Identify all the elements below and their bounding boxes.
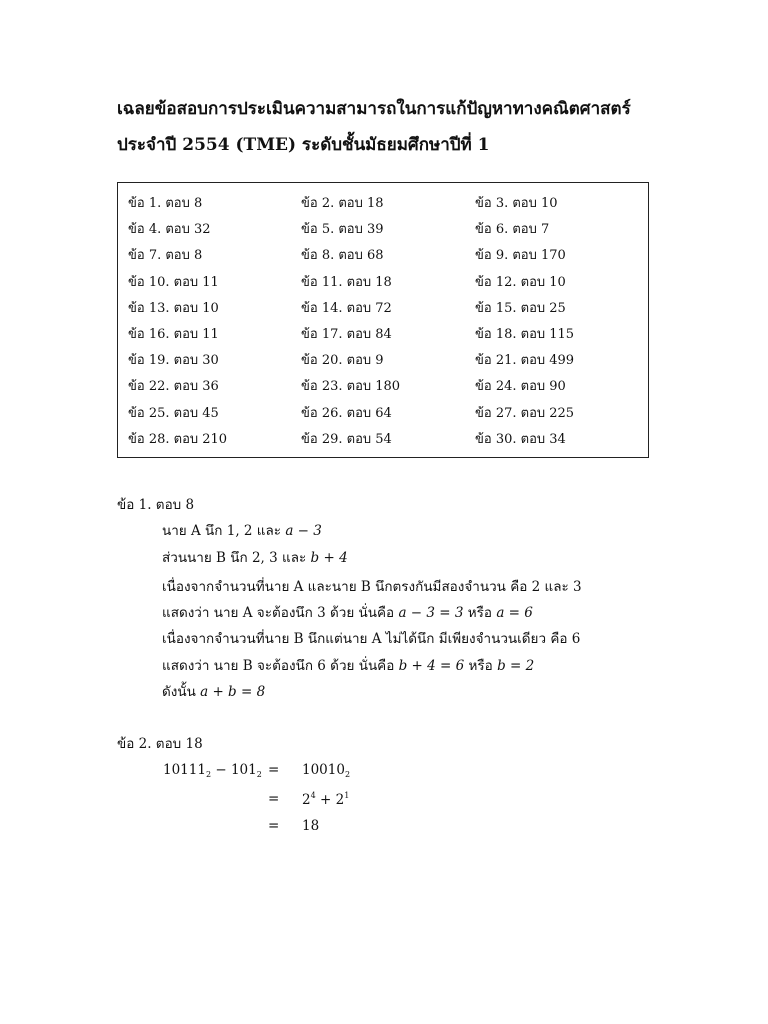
answer-item-10: ข้อ 10. ตอบ 11: [128, 274, 219, 290]
answer-item-8: ข้อ 8. ตอบ 68: [301, 248, 384, 264]
answer-item-13: ข้อ 13. ตอบ 10: [128, 300, 219, 316]
answer-item-7: ข้อ 7. ตอบ 8: [128, 248, 203, 264]
answer-item-24: ข้อ 24. ตอบ 90: [475, 379, 566, 395]
solution-2-lhs: $10111_2 - 101_2$: [163, 762, 262, 779]
solution-2-result-2: $2^4 + 2^1$: [302, 791, 350, 808]
solution-1-line-2: ส่วนนาย B นึก 2, 3 และ b + 4: [162, 550, 348, 566]
answer-item-3: ข้อ 3. ตอบ 10: [475, 196, 558, 211]
answer-item-27: ข้อ 27. ตอบ 225: [475, 405, 575, 421]
answer-item-1: ข้อ 1. ตอบ 8: [128, 196, 203, 211]
answer-key-table: [117, 182, 649, 458]
answer-item-26: ข้อ 26. ตอบ 64: [301, 405, 392, 421]
answer-item-12: ข้อ 12. ตอบ 10: [475, 274, 566, 290]
document-title-line-1: เฉลยข้อสอบการประเมินความสามารถในการแก้ปัญหาทางคณิตศาสตร์: [117, 99, 631, 119]
answer-item-19: ข้อ 19. ตอบ 30: [128, 353, 219, 369]
solution-2-equals-1: =: [268, 762, 280, 778]
answer-item-17: ข้อ 17. ตอบ 84: [301, 327, 392, 342]
solution-1-line-3: เนื่องจากจำนวนที่นาย A และนาย B นึกตรงกันมีสองจำนวน คือ 2 และ 3: [162, 579, 582, 595]
answer-item-5: ข้อ 5. ตอบ 39: [301, 222, 384, 238]
solution-2-equals-2: =: [268, 791, 280, 807]
answer-item-25: ข้อ 25. ตอบ 45: [128, 405, 219, 421]
answer-item-18: ข้อ 18. ตอบ 115: [475, 327, 575, 342]
answer-item-6: ข้อ 6. ตอบ 7: [475, 222, 550, 238]
solution-1-heading: ข้อ 1. ตอบ 8: [117, 497, 195, 513]
solution-2-result-1: $10010_2$: [302, 762, 351, 779]
solution-1-line-5: เนื่องจากจำนวนที่นาย B นึกแต่นาย A ไม่ได้นึก มีเพียงจำนวนเดียว คือ 6: [162, 631, 581, 647]
answer-item-29: ข้อ 29. ตอบ 54: [301, 431, 392, 447]
solution-1-line-4: แสดงว่า นาย A จะต้องนึก 3 ด้วย นั่นคือ a − 3 = 3 หรือ a = 6: [162, 605, 533, 621]
solution-2-result-3: 18: [302, 818, 320, 834]
answer-item-30: ข้อ 30. ตอบ 34: [475, 431, 566, 447]
answer-item-14: ข้อ 14. ตอบ 72: [301, 300, 392, 316]
answer-item-28: ข้อ 28. ตอบ 210: [128, 431, 228, 447]
answer-item-11: ข้อ 11. ตอบ 18: [301, 274, 392, 290]
solution-1-line-1: นาย A นึก 1, 2 และ a − 3: [162, 523, 322, 539]
solution-1-line-7: ดังนั้น a + b = 8: [162, 684, 266, 700]
answer-item-16: ข้อ 16. ตอบ 11: [128, 327, 219, 342]
solution-1-line-6: แสดงว่า นาย B จะต้องนึก 6 ด้วย นั่นคือ b + 4 = 6 หรือ b = 2: [162, 658, 535, 674]
answer-item-15: ข้อ 15. ตอบ 25: [475, 300, 566, 316]
answer-item-21: ข้อ 21. ตอบ 499: [475, 353, 575, 369]
answer-item-22: ข้อ 22. ตอบ 36: [128, 379, 219, 395]
solution-2-heading: ข้อ 2. ตอบ 18: [117, 736, 203, 752]
answer-item-2: ข้อ 2. ตอบ 18: [301, 196, 384, 211]
answer-item-20: ข้อ 20. ตอบ 9: [301, 353, 384, 369]
answer-item-4: ข้อ 4. ตอบ 32: [128, 222, 211, 238]
answer-item-9: ข้อ 9. ตอบ 170: [475, 248, 566, 264]
document-title-line-2: ประจำปี 2554 (TME) ระดับชั้นมัธยมศึกษาปีที่ 1: [117, 135, 490, 155]
solution-2-equals-3: =: [268, 818, 280, 834]
answer-item-23: ข้อ 23. ตอบ 180: [301, 379, 401, 395]
